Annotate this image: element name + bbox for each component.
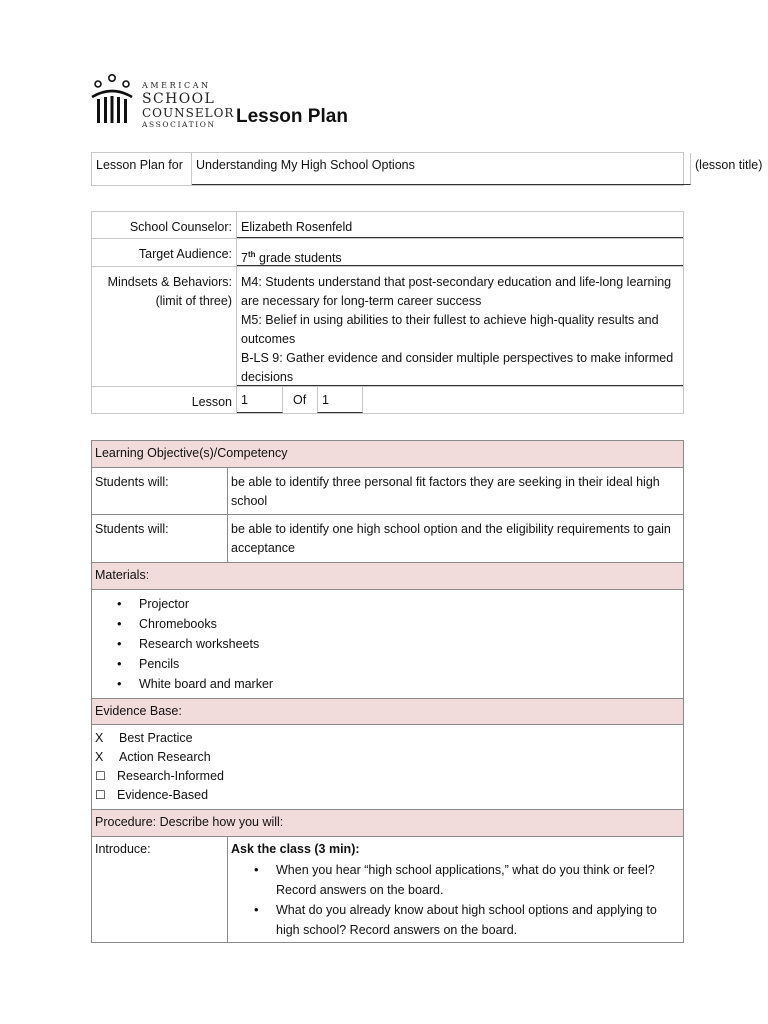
materials-item: • Projector <box>114 594 683 614</box>
lesson-content-table <box>91 440 684 943</box>
introduce-label: Introduce: <box>92 837 228 942</box>
evidence-list <box>92 725 683 810</box>
materials-item: • White board and marker <box>114 674 683 694</box>
lesson-label: Lesson <box>92 387 237 413</box>
counselor-label: School Counselor: <box>92 212 237 238</box>
evidence-label: Research-Informed <box>117 769 224 783</box>
document-title: Lesson Plan <box>236 106 348 127</box>
evidence-item-research-informed[interactable] <box>95 767 680 786</box>
objective-text[interactable]: be able to identify one high school option and the eligibility requirements to gain acceptance <box>231 522 671 555</box>
question-list <box>231 859 680 940</box>
check-mark: X <box>95 750 104 764</box>
lesson-title-table <box>91 152 763 186</box>
lesson-title-hint: (lesson title) <box>695 158 763 172</box>
asca-logo <box>88 73 235 129</box>
lesson-number-field[interactable]: 1 <box>237 387 283 413</box>
question-item: • When you hear “high school applications,” what do you think or feel? Record answers on the board. <box>251 860 680 900</box>
checkbox-icon: ☐ <box>95 769 106 783</box>
question-item: • What do you already know about high school options and applying to high school? Record answers on the board. <box>251 900 680 940</box>
counselor-field[interactable]: Elizabeth Rosenfeld <box>237 212 683 238</box>
logo-line-school: SCHOOL <box>142 91 216 107</box>
objective-row <box>92 468 683 515</box>
mindset-item: M5: Belief in using abilities to their fullest to achieve high-quality results and outcomes <box>241 313 659 346</box>
checkbox-icon: ☐ <box>95 788 106 802</box>
audience-grade-suffix: th <box>247 250 256 259</box>
audience-field[interactable] <box>237 239 683 266</box>
mindset-item: M4: Students understand that post-secondary education and life-long learning are necessary for long-term career success <box>241 275 672 308</box>
ask-class-heading: Ask the class (3 min): <box>231 842 360 856</box>
materials-heading: Materials: <box>92 563 683 590</box>
logo-line-american: AMERICAN <box>142 81 211 90</box>
evidence-item-action-research[interactable] <box>95 748 680 767</box>
audience-row <box>92 239 683 267</box>
evidence-label: Best Practice <box>119 731 193 745</box>
materials-item: • Chromebooks <box>114 614 683 634</box>
check-mark: X <box>95 731 104 745</box>
mindsets-row <box>92 267 683 387</box>
materials-list-box <box>92 590 683 699</box>
audience-rest: grade students <box>255 251 342 266</box>
lesson-total-field[interactable]: 1 <box>317 387 363 413</box>
logo-line-counselor: COUNSELOR <box>142 106 235 120</box>
evidence-item-best-practice[interactable] <box>95 729 680 748</box>
mindsets-label-line2: (limit of three) <box>155 294 232 308</box>
lesson-plan-for-label: Lesson Plan for <box>92 153 192 185</box>
audience-label: Target Audience: <box>92 239 237 266</box>
materials-item: • Pencils <box>114 654 683 674</box>
mindset-item: B-LS 9: Gather evidence and consider multiple perspectives to make informed decisions <box>241 351 674 384</box>
evidence-label: Action Research <box>119 750 211 764</box>
objective-label: Students will: <box>92 515 228 562</box>
introduce-row <box>92 837 683 942</box>
counselor-row <box>92 212 683 239</box>
logo-line-association: ASSOCIATION <box>142 120 216 129</box>
mindsets-label <box>92 267 237 386</box>
objective-text[interactable]: be able to identify three personal fit factors they are seeking in their ideal high school <box>231 475 660 508</box>
audience-grade: 7 <box>241 251 248 266</box>
materials-list <box>92 590 683 694</box>
procedure-heading: Procedure: Describe how you will: <box>92 810 683 837</box>
objective-label: Students will: <box>92 468 228 514</box>
materials-item: • Research worksheets <box>114 634 683 654</box>
asca-logo-wordmark <box>142 82 234 129</box>
evidence-item-evidence-based[interactable] <box>95 786 680 805</box>
mindsets-label-line1: Mindsets & Behaviors: <box>107 275 232 289</box>
mindsets-field[interactable] <box>237 267 683 386</box>
lesson-count-row <box>92 387 683 413</box>
introduce-content[interactable] <box>228 837 683 942</box>
evidence-heading: Evidence Base: <box>92 699 683 725</box>
of-label: Of <box>293 393 307 407</box>
objective-row <box>92 515 683 563</box>
counselor-info-table <box>91 211 684 414</box>
objectives-heading: Learning Objective(s)/Competency <box>92 441 683 468</box>
evidence-label: Evidence-Based <box>117 788 209 802</box>
lesson-title-field[interactable]: Understanding My High School Options <box>192 153 691 185</box>
asca-logo-icon <box>88 73 136 127</box>
